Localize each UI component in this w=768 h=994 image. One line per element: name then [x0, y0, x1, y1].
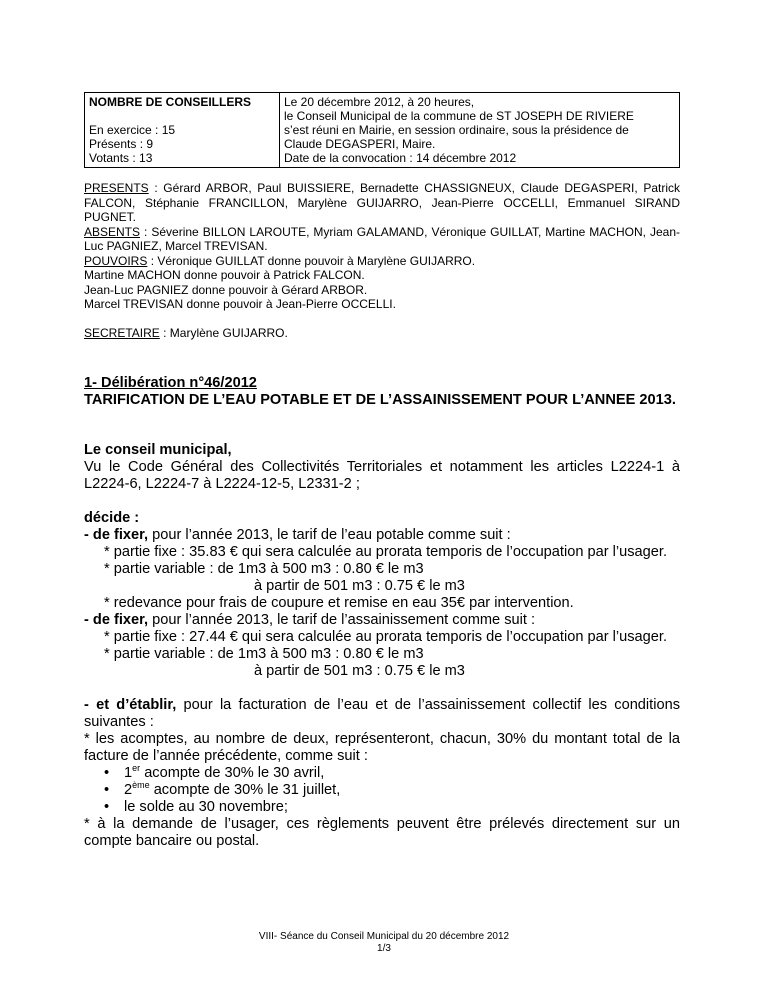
deliberation-heading	[84, 375, 680, 409]
presents-paragraph	[84, 181, 680, 225]
fix-sanitation-label: - de fixer,	[84, 612, 149, 628]
absents-list: : Séverine BILLON LAROUTE, Myriam GALAMAND, Véronique GUILLAT, Martine MACHON, Jean-Luc PAGNIEZ, Marcel TREVISAN.	[84, 224, 680, 253]
water-variable-part: * partie variable : de 1m3 à 500 m3 : 0.80 € le m3	[104, 561, 424, 577]
fix-water-text: pour l’année 2013, le tarif de l’eau potable comme suit :	[148, 527, 511, 543]
presents-label: PRESENTS	[84, 181, 149, 195]
deliberation-number: 1- Délibération n°46/2012	[84, 375, 257, 391]
ordinal-number: 2	[124, 782, 133, 798]
sanitation-variable-part: * partie variable : de 1m3 à 500 m3 : 0.80 € le m3	[104, 646, 424, 662]
pouvoirs-paragraph	[84, 254, 680, 269]
ordinal-number: 1	[124, 765, 133, 781]
demande-paragraph: * à la demande de l’usager, ces règlements peuvent être prélevés directement sur un compte bancaire ou postal.	[84, 816, 680, 849]
fix-water-label: - de fixer,	[84, 527, 149, 543]
secretaire-label: SECRETAIRE	[84, 325, 160, 340]
acomptes-paragraph: * les acomptes, au nombre de deux, représenteront, chacun, 30% du montant total de la facture de l’année précédente, comme suit :	[84, 731, 680, 764]
etablir-text: pour la facturation de l’eau et de l’assainissement collectif les conditions suivantes :	[84, 697, 680, 730]
page-number: 1/3	[377, 943, 391, 954]
footer-session: VIII- Séance du Conseil Municipal du 20 décembre 2012	[258, 931, 510, 942]
absents-paragraph	[84, 225, 680, 254]
councillors-count-cell	[85, 93, 280, 168]
list-item	[84, 782, 680, 799]
list-item	[84, 765, 680, 782]
list-item-text: acompte de 30% le 31 juillet,	[149, 782, 341, 798]
session-line: le Conseil Municipal de la commune de ST JOSEPH DE RIVIERE	[284, 109, 634, 123]
secretaire-paragraph	[84, 326, 680, 341]
water-fixed-part: * partie fixe : 35.83 € qui sera calculée au prorata temporis de l’occupation par l’usager.	[104, 544, 667, 560]
vu-paragraph: Vu le Code Général des Collectivités Territoriales et notamment les articles L2224-1 à L2224-6, L2224-7 à L2224-12-5, L2331-2 ;	[84, 459, 680, 492]
session-info-cell	[280, 93, 680, 168]
fix-sanitation-text: pour l’année 2013, le tarif de l’assainissement comme suit :	[148, 612, 536, 628]
sanitation-fixed-part: * partie fixe : 27.44 € qui sera calculée au prorata temporis de l’occupation par l’usager.	[104, 629, 667, 645]
attendance-section	[84, 181, 680, 340]
ordinal-suffix: ème	[132, 780, 150, 791]
water-variable-part-2: à partir de 501 m3 : 0.75 € le m3	[254, 578, 465, 594]
presents-count: Présents : 9	[89, 137, 154, 151]
fix-water-paragraph	[84, 527, 680, 544]
list-item-text: acompte de 30% le 30 avril,	[140, 765, 325, 781]
deliberation-body	[84, 442, 680, 850]
session-line: Claude DEGASPERI, Maire.	[284, 137, 436, 151]
header-table	[84, 92, 680, 168]
pouvoir-line: Jean-Luc PAGNIEZ donne pouvoir à Gérard ARBOR.	[84, 282, 368, 297]
fix-sanitation-paragraph	[84, 612, 680, 629]
pouvoirs-label: POUVOIRS	[84, 253, 148, 268]
ordinal-suffix: er	[132, 763, 141, 774]
decide-heading: décide :	[84, 510, 140, 526]
en-exercice: En exercice : 15	[89, 123, 176, 137]
session-line: s’est réuni en Mairie, en session ordinaire, sous la présidence de	[284, 123, 629, 137]
votants-count: Votants : 13	[89, 151, 153, 165]
payment-schedule-list	[84, 765, 680, 816]
pouvoir-line: Marcel TREVISAN donne pouvoir à Jean-Pierre OCCELLI.	[84, 297, 396, 311]
sanitation-variable-part-2: à partir de 501 m3 : 0.75 € le m3	[254, 663, 465, 679]
pouvoir-line: Martine MACHON donne pouvoir à Patrick FALCON.	[84, 268, 365, 282]
etablir-label: - et d’établir,	[84, 697, 177, 713]
secretaire-name: : Marylène GUIJARRO.	[159, 325, 288, 340]
councillors-title: NOMBRE DE CONSEILLERS	[89, 95, 252, 109]
pouvoirs-text: : Véronique GUILLAT donne pouvoir à Marylène GUIJARRO.	[147, 253, 476, 268]
deliberation-title: TARIFICATION DE L’EAU POTABLE ET DE L’ASSAINISSEMENT POUR L’ANNEE 2013.	[84, 392, 676, 408]
etablir-paragraph	[84, 697, 680, 731]
session-line: Date de la convocation : 14 décembre 2012	[284, 151, 517, 165]
council-heading: Le conseil municipal,	[84, 442, 232, 458]
water-cutoff-fee: * redevance pour frais de coupure et remise en eau 35€ par intervention.	[104, 595, 574, 611]
list-item-text: le solde au 30 novembre;	[124, 799, 288, 815]
list-item	[84, 799, 680, 816]
presents-list: : Gérard ARBOR, Paul BUISSIERE, Bernadette CHASSIGNEUX, Claude DEGASPERI, Patrick FALCON, Stéphanie FRANCILLON, Marylène GUIJARRO, Jean-Pierre OCCELLI, Emmanuel SIRAND PUGNET.	[84, 181, 680, 224]
page-footer	[0, 931, 768, 955]
session-line: Le 20 décembre 2012, à 20 heures,	[284, 95, 475, 109]
absents-label: ABSENTS	[84, 224, 141, 239]
